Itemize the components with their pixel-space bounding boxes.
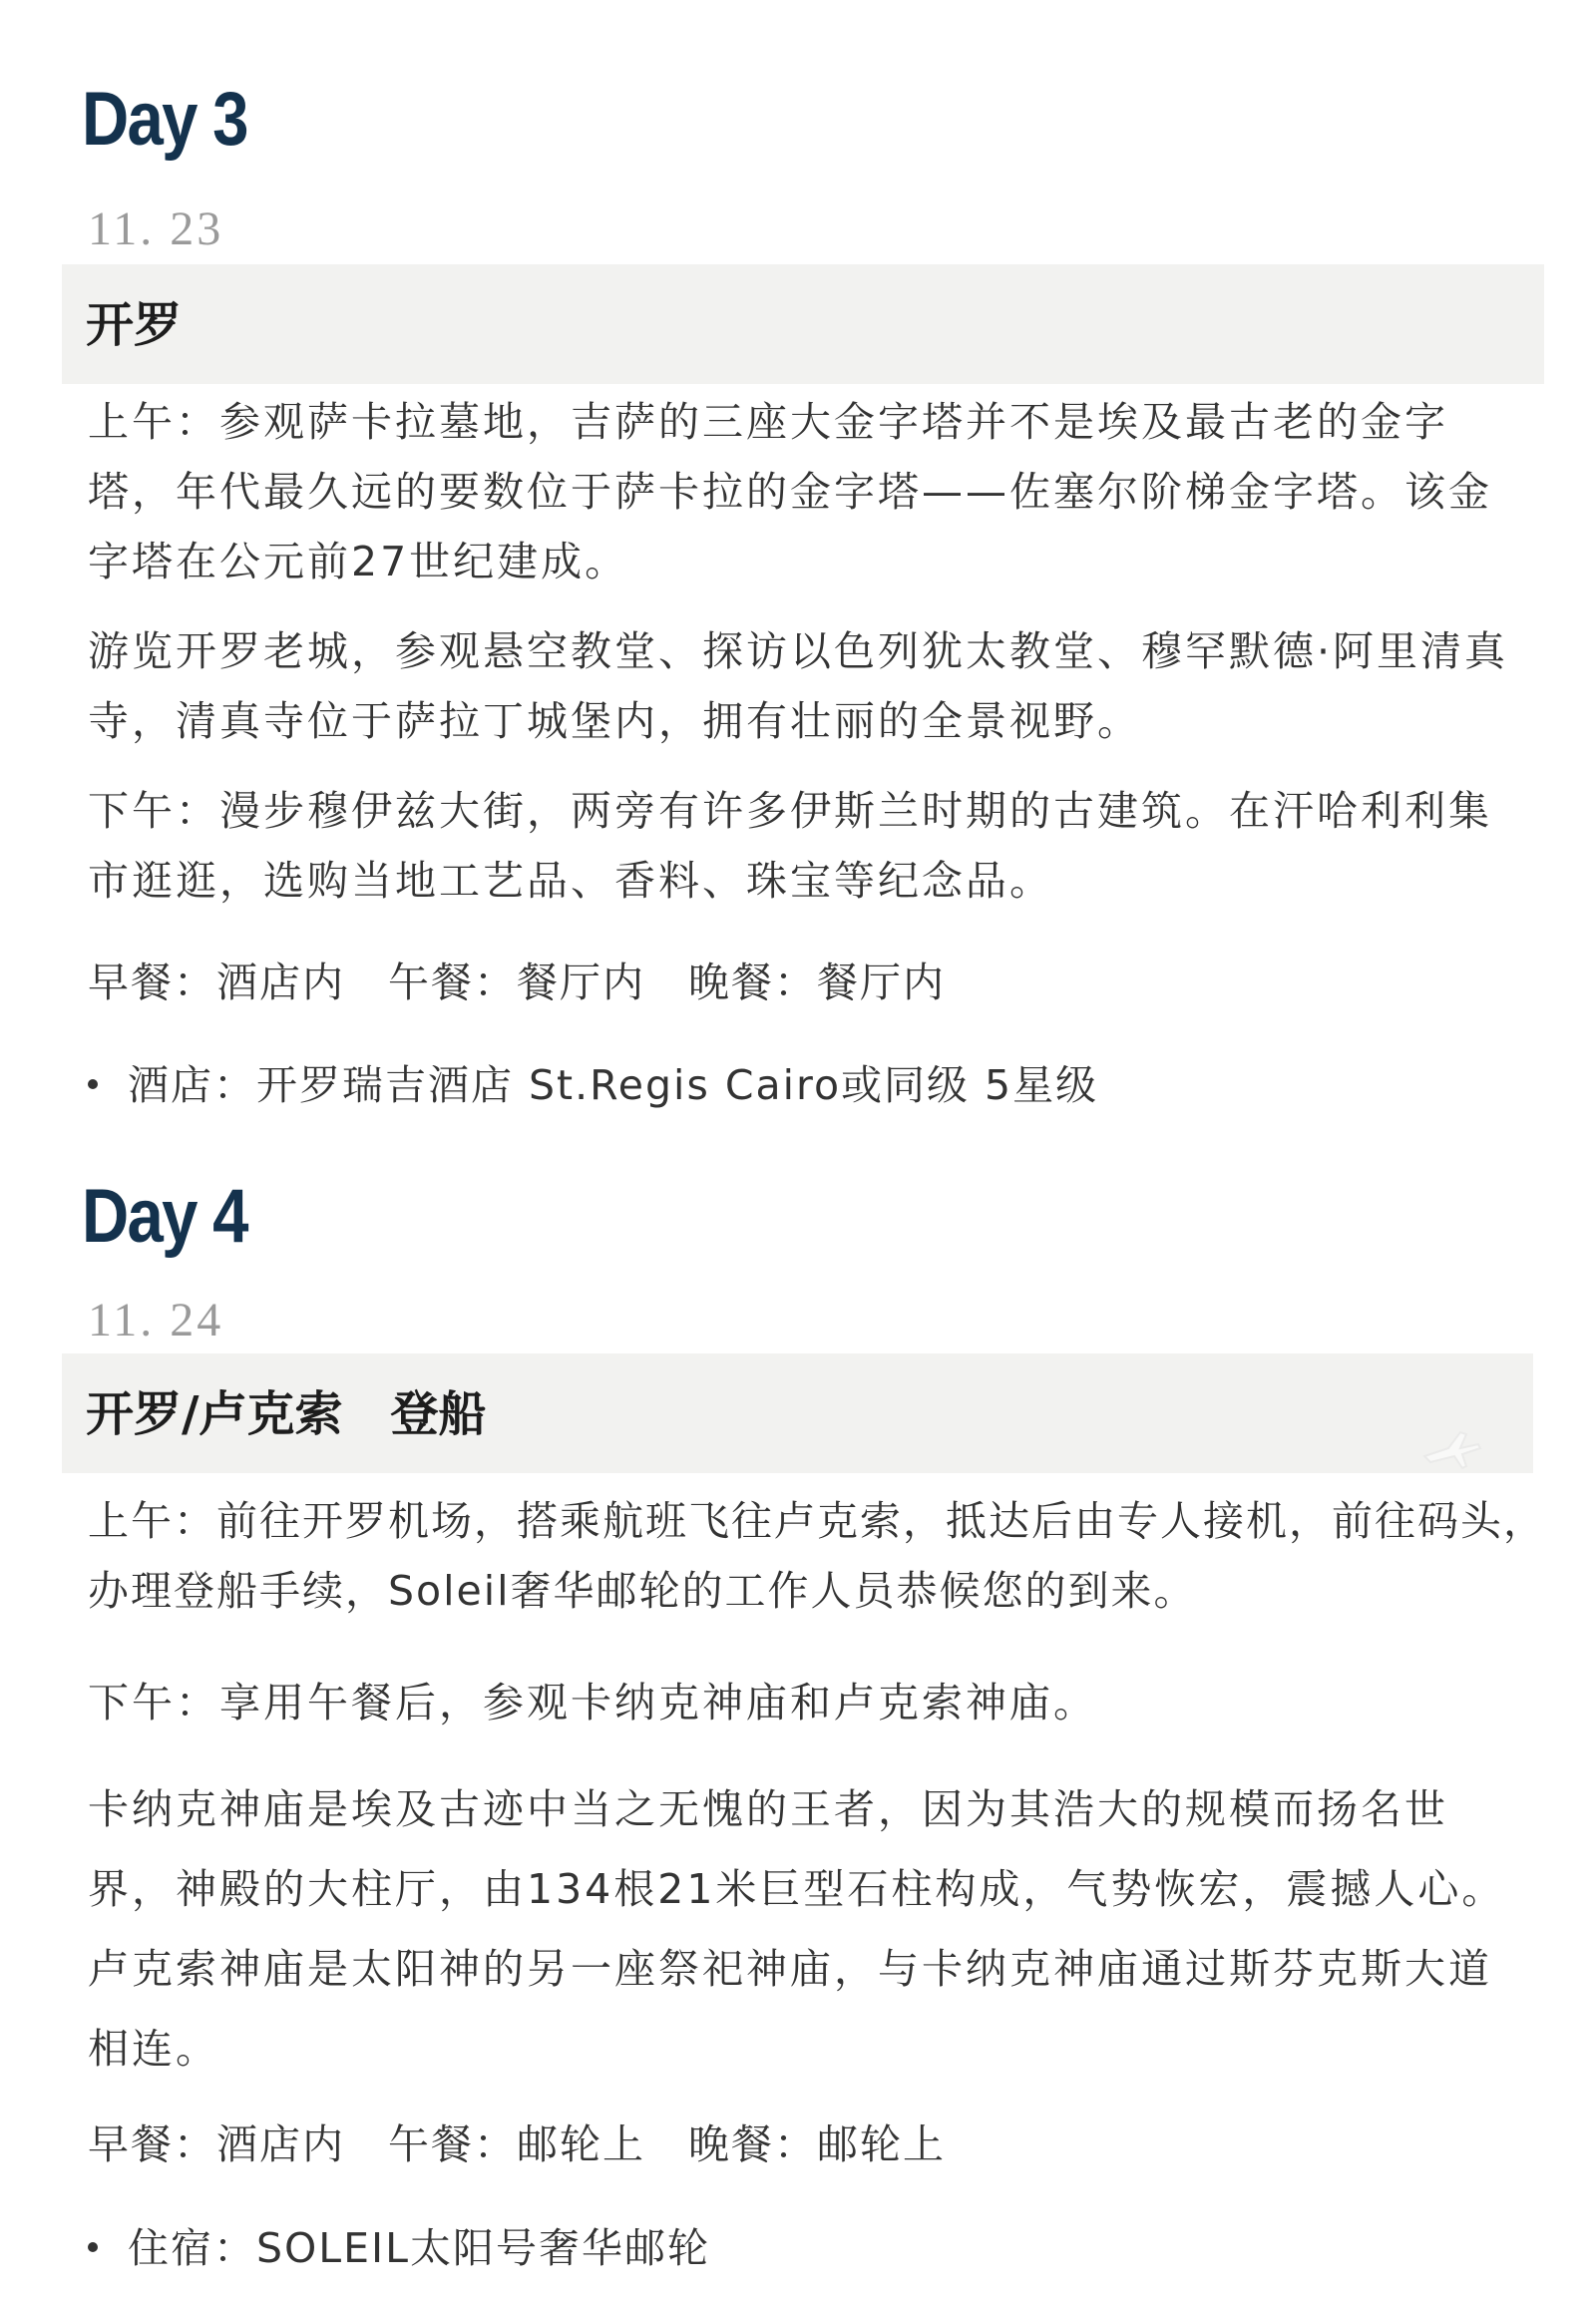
meals-line: 早餐：酒店内 午餐：邮轮上 晚餐：邮轮上 <box>88 2120 946 2168</box>
itinerary-paragraph: 下午：享用午餐后，参观卡纳克神庙和卢克索神庙。 <box>88 1679 1097 1727</box>
location-name: 开罗 <box>86 297 183 353</box>
day-date: 11. 24 <box>88 1294 224 1346</box>
stay-line <box>88 1055 1098 1115</box>
day-title: Day 4 <box>82 1174 247 1259</box>
itinerary-paragraph: 卡纳克神庙是埃及古迹中当之无愧的王者，因为其浩大的规模而扬名世界，神殿的大柱厅，由134根21米巨型石柱构成，气势恢宏，震撼人心。卢克索神庙是太阳神的另一座祭祀神庙，与卡纳克神庙通过斯芬克斯大道相连。 <box>88 1785 1506 2073</box>
day-date: 11. 23 <box>88 202 224 255</box>
location-bar <box>62 264 1544 384</box>
day-title: Day 3 <box>82 77 247 162</box>
stay-text: 酒店：开罗瑞吉酒店 St.Regis Cairo或同级 5星级 <box>128 1061 1099 1109</box>
meals-line: 早餐：酒店内 午餐：餐厅内 晚餐：餐厅内 <box>88 959 946 1006</box>
itinerary-paragraph: 游览开罗老城，参观悬空教堂、探访以色列犹太教堂、穆罕默德·阿里清真寺，清真寺位于萨拉丁城堡内，拥有壮丽的全景视野。 <box>88 627 1509 745</box>
bullet-dot <box>88 1079 98 1089</box>
airplane-watermark-icon <box>1420 1426 1484 1474</box>
location-name: 开罗/卢克索 登船 <box>86 1386 487 1442</box>
stay-line <box>88 2218 710 2278</box>
itinerary-paragraph: 上午：参观萨卡拉墓地，吉萨的三座大金字塔并不是埃及最古老的金字塔，年代最久远的要数位于萨卡拉的金字塔——佐塞尔阶梯金字塔。该金字塔在公元前27世纪建成。 <box>88 398 1492 585</box>
itinerary-paragraph: 下午：漫步穆伊兹大街，两旁有许多伊斯兰时期的古建筑。在汗哈利利集市逛逛，选购当地工艺品、香料、珠宝等纪念品。 <box>88 787 1492 905</box>
itinerary-paragraph: 上午：前往开罗机场，搭乘航班飞往卢克索，抵达后由专人接机，前往码头，办理登船手续，Soleil奢华邮轮的工作人员恭候您的到来。 <box>88 1497 1546 1615</box>
bullet-dot <box>88 2242 98 2252</box>
stay-text: 住宿：SOLEIL太阳号奢华邮轮 <box>128 2224 710 2272</box>
